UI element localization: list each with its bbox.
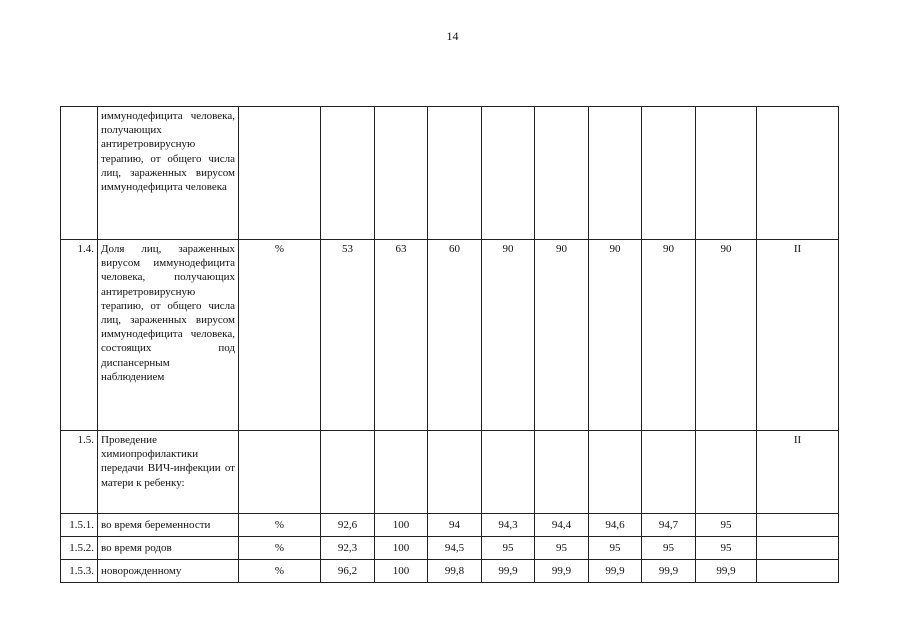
value-cell: 90: [589, 240, 642, 431]
page-number: 14: [446, 29, 459, 43]
indicator-name-cell: новорожденному: [98, 560, 239, 583]
value-cell: [482, 107, 535, 240]
value-cell: 96,2: [321, 560, 375, 583]
row-number-cell: 1.5.2.: [61, 537, 98, 560]
value-cell: 99,9: [696, 560, 757, 583]
value-cell: 92,6: [321, 514, 375, 537]
value-cell: 94,3: [482, 514, 535, 537]
level-cell: [757, 514, 839, 537]
value-cell: 95: [482, 537, 535, 560]
value-cell: [482, 431, 535, 514]
indicator-name-cell: Доля лиц, зараженных вирусом иммунодефицита человека, получающих антиретровирусную терапию, от общего числа лиц, зараженных вирусом иммунодефицита человека, состоящих под диспансерным наблюдением: [98, 240, 239, 431]
value-cell: [642, 431, 696, 514]
unit-cell: [239, 107, 321, 240]
value-cell: 99,8: [428, 560, 482, 583]
value-cell: 95: [589, 537, 642, 560]
value-cell: 94,5: [428, 537, 482, 560]
table-row: [61, 560, 839, 583]
value-cell: 95: [642, 537, 696, 560]
value-cell: [696, 107, 757, 240]
value-cell: 99,9: [589, 560, 642, 583]
table-row: [61, 240, 839, 431]
value-cell: 100: [375, 537, 428, 560]
value-cell: 95: [696, 514, 757, 537]
value-cell: [696, 431, 757, 514]
row-number-cell: 1.5.1.: [61, 514, 98, 537]
value-cell: [589, 107, 642, 240]
value-cell: 100: [375, 514, 428, 537]
value-cell: 94,7: [642, 514, 696, 537]
unit-cell: %: [239, 537, 321, 560]
value-cell: 95: [535, 537, 589, 560]
table-row: [61, 107, 839, 240]
level-cell: [757, 537, 839, 560]
value-cell: [589, 431, 642, 514]
value-cell: 63: [375, 240, 428, 431]
value-cell: 94: [428, 514, 482, 537]
value-cell: 90: [535, 240, 589, 431]
table-row: [61, 431, 839, 514]
value-cell: [321, 431, 375, 514]
unit-cell: [239, 431, 321, 514]
indicator-table: [60, 106, 839, 583]
value-cell: 90: [696, 240, 757, 431]
level-cell: II: [757, 431, 839, 514]
row-number-cell: 1.5.3.: [61, 560, 98, 583]
unit-cell: %: [239, 560, 321, 583]
unit-cell: %: [239, 514, 321, 537]
value-cell: 92,3: [321, 537, 375, 560]
unit-cell: %: [239, 240, 321, 431]
value-cell: [428, 107, 482, 240]
value-cell: [375, 107, 428, 240]
value-cell: 90: [642, 240, 696, 431]
value-cell: [642, 107, 696, 240]
table-row: [61, 514, 839, 537]
value-cell: 53: [321, 240, 375, 431]
row-number-cell: 1.5.: [61, 431, 98, 514]
value-cell: [375, 431, 428, 514]
value-cell: [428, 431, 482, 514]
value-cell: 99,9: [482, 560, 535, 583]
value-cell: 100: [375, 560, 428, 583]
level-cell: II: [757, 240, 839, 431]
value-cell: 90: [482, 240, 535, 431]
value-cell: 60: [428, 240, 482, 431]
level-cell: [757, 107, 839, 240]
value-cell: 99,9: [642, 560, 696, 583]
indicator-name-cell: во время родов: [98, 537, 239, 560]
indicator-name-cell: иммунодефицита человека, получающих антиретровирусную терапию, от общего числа лиц, зараженных вирусом иммунодефицита человека: [98, 107, 239, 240]
table-row: [61, 537, 839, 560]
table-body: [61, 107, 839, 583]
row-number-cell: 1.4.: [61, 240, 98, 431]
indicator-name-cell: Проведение химиопрофилактики передачи ВИЧ-инфекции от матери к ребенку:: [98, 431, 239, 514]
value-cell: [535, 431, 589, 514]
level-cell: [757, 560, 839, 583]
value-cell: [535, 107, 589, 240]
value-cell: 95: [696, 537, 757, 560]
value-cell: 94,4: [535, 514, 589, 537]
indicator-name-cell: во время беременности: [98, 514, 239, 537]
value-cell: [321, 107, 375, 240]
row-number-cell: [61, 107, 98, 240]
value-cell: 99,9: [535, 560, 589, 583]
value-cell: 94,6: [589, 514, 642, 537]
